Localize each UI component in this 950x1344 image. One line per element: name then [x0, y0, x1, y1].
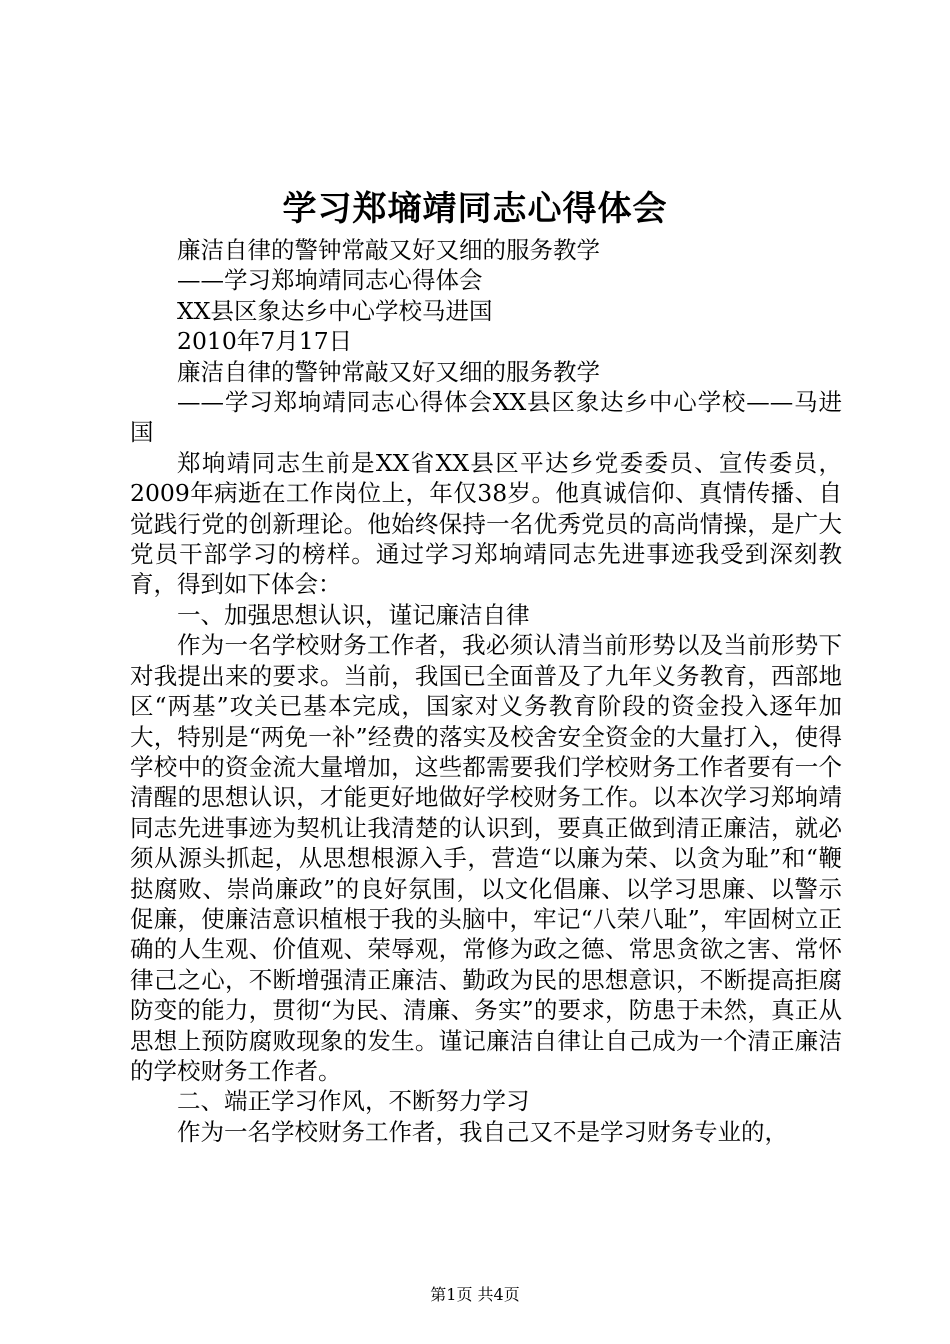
document-body [130, 235, 842, 1147]
section-heading: 一、加强思想认识，谨记廉洁自律 [177, 600, 530, 629]
subtitle-line: ——学习郑垧靖同志心得体会XX县区象达乡中心学校——马进国 [130, 388, 842, 447]
section-heading: 二、端正学习作风，不断努力学习 [177, 1087, 530, 1116]
body-paragraph: 作为一名学校财务工作者，我自己又不是学习财务专业的， [177, 1117, 788, 1146]
body-paragraph: 作为一名学校财务工作者，我必须认清当前形势以及当前形势下对我提出来的要求。当前，我国已全面普及了九年义务教育，西部地区“两基”攻关已基本完成，国家对义务教育阶段的资金投入逐年加大，特别是“两免一补”经费的落实及校舍安全资金的大量打入，使得学校中的资金流大量增加，这些都需要我们学校财务工作者要有一个清醒的思想认识，才能更好地做好学校财务工作。以本次学习郑垧靖同志先进事迹为契机让我清楚的认识到，要真正做到清正廉洁，就必须从源头抓起，从思想根源入手，营造“以廉为荣、以贪为耻”和“鞭挞腐败、崇尚廉政”的良好氛围，以文化倡廉、以学习思廉、以警示促廉，使廉洁意识植根于我的头脑中，牢记“八荣八耻”，牢固树立正确的人生观、价值观、荣辱观，常修为政之德、常思贪欲之害、常怀律己之心，不断增强清正廉洁、勤政为民的思想意识，不断提高拒腐防变的能力，贯彻“为民、清廉、务实”的要求，防患于未然，真正从思想上预防腐败现象的发生。谨记廉洁自律让自己成为一个清正廉洁的学校财务工作者。 [130, 631, 842, 1085]
document-title: 学习郑墒靖同志心得体会 [282, 189, 668, 229]
page-footer: 第1页 共4页 [430, 1285, 520, 1304]
body-paragraph: 郑垧靖同志生前是XX省XX县区平达乡党委委员、宣传委员，2009年病逝在工作岗位上，年仅38岁。他真诚信仰、真情传播、自觉践行党的创新理论。他始终保持一名优秀党员的高尚情操，是广大党员干部学习的榜样。通过学习郑垧靖同志先进事迹我受到深刻教育，得到如下体会： [130, 448, 842, 599]
author-line: XX县区象达乡中心学校马进国 [177, 296, 493, 325]
date-line: 2010年7月17日 [177, 327, 353, 356]
subtitle-line: 廉洁自律的警钟常敲又好又细的服务教学 [177, 357, 600, 386]
subtitle-line: 廉洁自律的警钟常敲又好又细的服务教学 [177, 236, 600, 264]
subtitle-line: ——学习郑垧靖同志心得体会 [177, 266, 483, 295]
